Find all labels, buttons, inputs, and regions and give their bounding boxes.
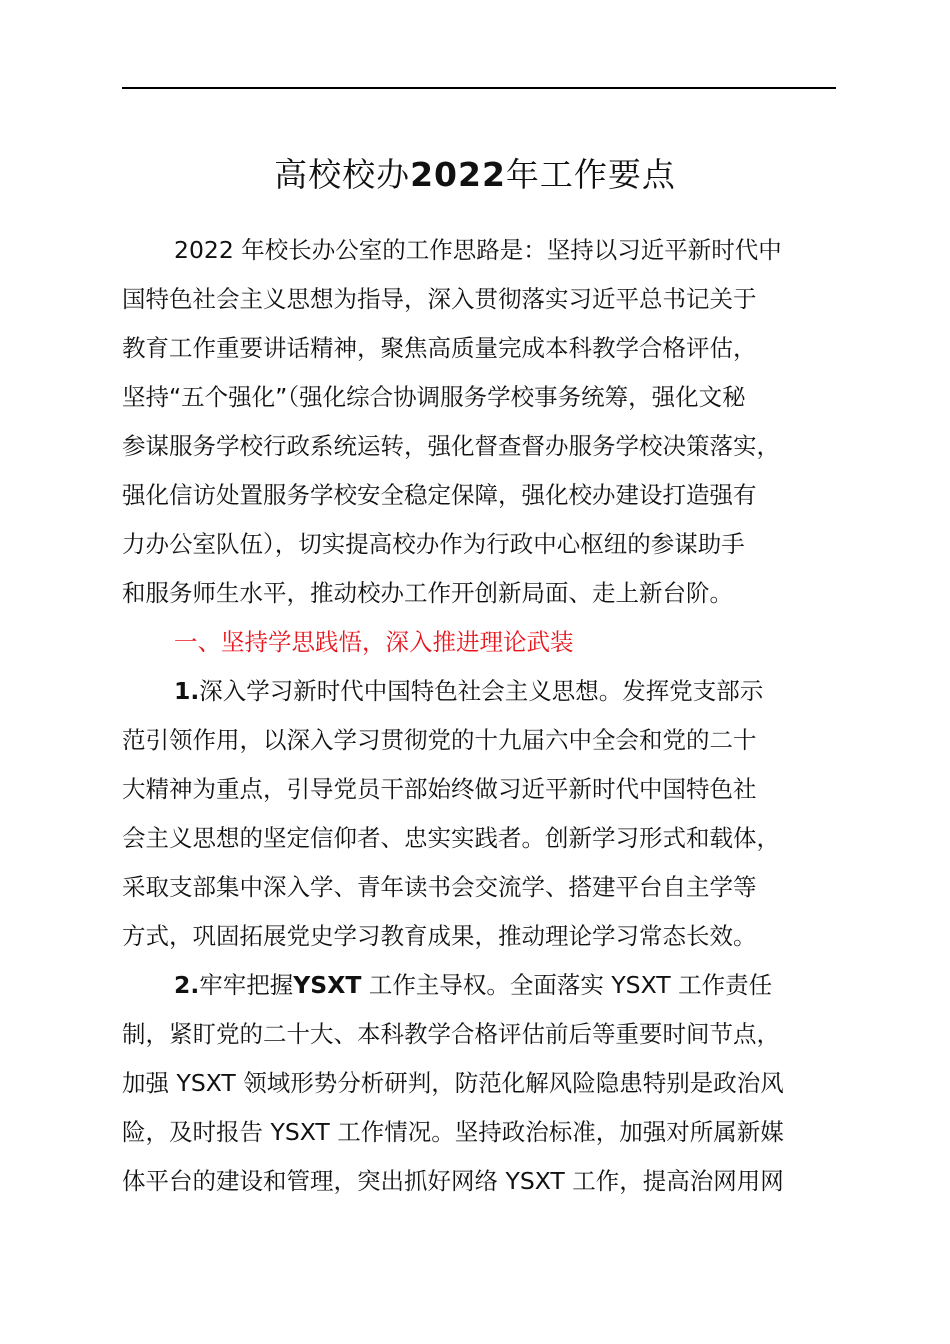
item-1-line: 范引领作用，以深入学习贯彻党的十九届六中全会和党的二十 (122, 726, 757, 754)
intro-paragraph (122, 226, 862, 618)
item-2-text: 工作主导权。全面落实 YSXT 工作责任 (361, 971, 773, 999)
header-rule (122, 87, 836, 89)
intro-line: 教育工作重要讲话精神，聚焦高质量完成本科教学合格评估， (122, 334, 757, 362)
item-2-first-line (122, 961, 862, 1010)
item-1-line: 采取支部集中深入学、青年读书会交流学、搭建平台自主学等 (122, 873, 757, 901)
title-year: 2022 (410, 155, 506, 194)
item-2-lead-bold: YSXT (293, 971, 362, 999)
intro-line: 和服务师生水平，推动校办工作开创新局面、走上新台阶。 (122, 579, 733, 607)
item-1-first-line (122, 667, 862, 716)
item-2-line: 制，紧盯党的二十大、本科教学合格评估前后等重要时间节点， (122, 1020, 780, 1048)
intro-line: 力办公室队伍），切实提高校办作为行政中心枢纽的参谋助手 (122, 530, 745, 558)
intro-line: 坚持“五个强化”（强化综合协调服务学校事务统筹，强化文秘 (122, 383, 746, 411)
document-body (122, 226, 862, 1206)
item-1-line: 方式，巩固拓展党史学习教育成果，推动理论学习常态长效。 (122, 922, 757, 950)
intro-line: 强化信访处置服务学校安全稳定保障，强化校办建设打造强有 (122, 481, 757, 509)
item-2-line: 险，及时报告 YSXT 工作情况。坚持政治标准，加强对所属新媒 (122, 1118, 784, 1146)
item-1-line: 会主义思想的坚定信仰者、忠实实践者。创新学习形式和载体， (122, 824, 780, 852)
item-2-number: 2. (174, 971, 200, 999)
item-2-paragraph (122, 961, 862, 1206)
document-title (0, 150, 950, 200)
intro-line: 2022 年校长办公室的工作思路是：坚持以习近平新时代中 (174, 236, 782, 264)
item-1-paragraph (122, 667, 862, 961)
item-2-line: 加强 YSXT 领域形势分析研判，防范化解风险隐患特别是政治风 (122, 1069, 784, 1097)
item-1-number: 1. (174, 677, 200, 705)
item-1-line: 大精神为重点，引导党员干部始终做习近平新时代中国特色社 (122, 775, 757, 803)
item-2-line: 体平台的建设和管理，突出抓好网络 YSXT 工作，提高治网用网 (122, 1167, 784, 1195)
title-prefix: 高校校办 (274, 155, 411, 194)
intro-line: 参谋服务学校行政系统运转，强化督查督办服务学校决策落实， (122, 432, 780, 460)
intro-line: 国特色社会主义思想为指导，深入贯彻落实习近平总书记关于 (122, 285, 757, 313)
section-heading: 一、坚持学思践悟，深入推进理论武装 (174, 628, 574, 656)
item-2-lead: 牢牢把握 (199, 971, 294, 999)
title-suffix: 年工作要点 (505, 155, 676, 194)
item-1-text: 深入学习新时代中国特色社会主义思想。发挥党支部示 (199, 677, 764, 705)
